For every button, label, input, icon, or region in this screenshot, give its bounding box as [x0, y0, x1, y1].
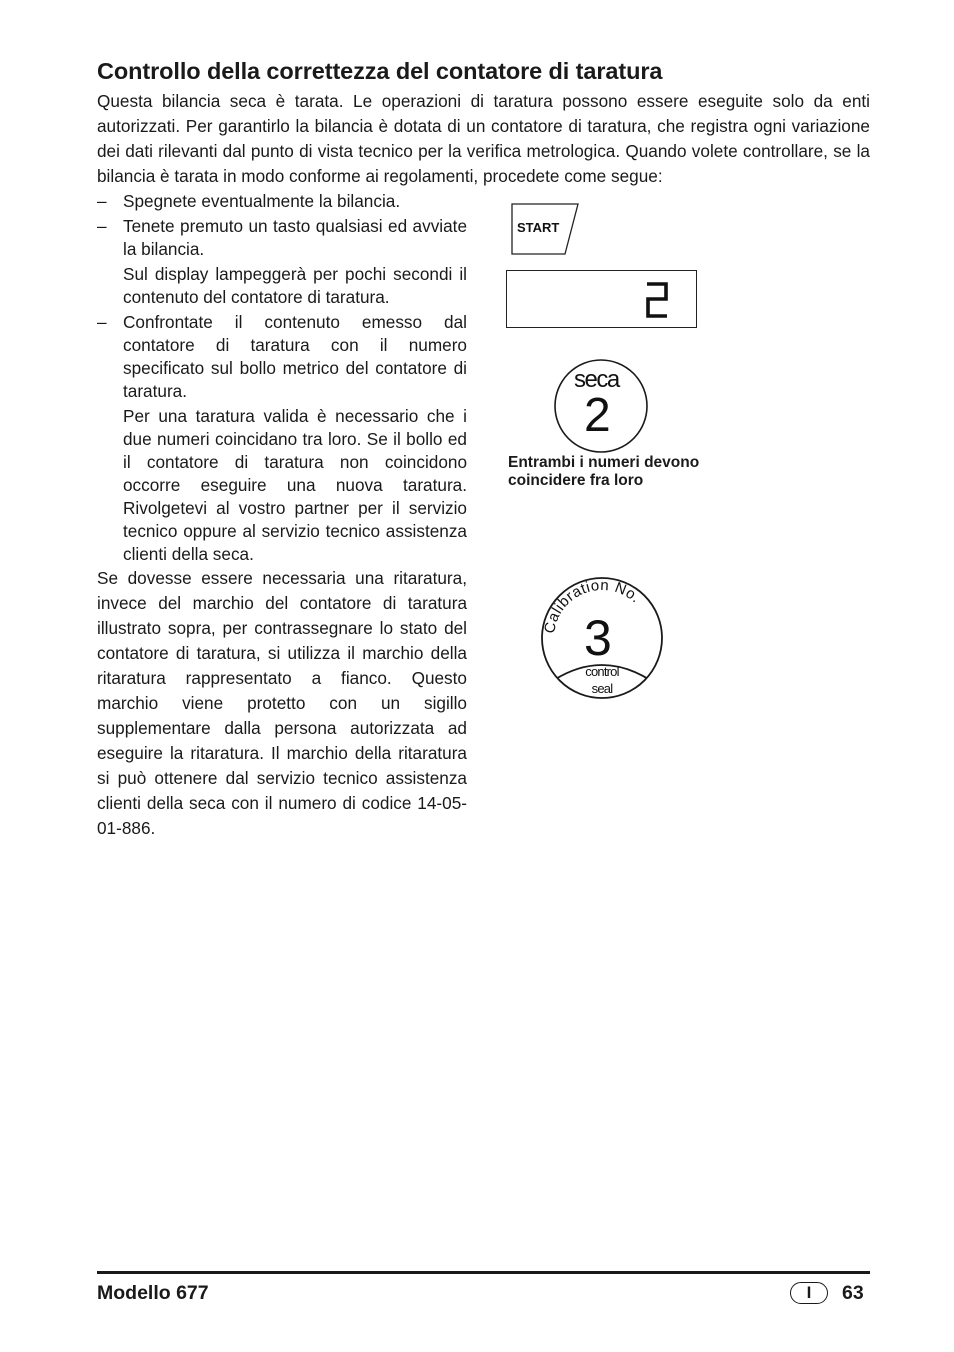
step-3-text: Confrontate il contenuto emesso dal contatore di taratura con il numero specificato sul bollo metrico del contatore di taratura. — [123, 312, 467, 401]
seca-seal-brand: seca — [574, 366, 619, 393]
intro-paragraph: Questa bilancia seca è tarata. Le operazioni di taratura possono essere eseguite solo da enti autorizzati. Per garantirlo la bilancia è dotata di un contatore di taratura, che registra ogni variazione dei dati rilevanti dal punto di vista tecnico per la verifica metrologica. Quando volete controllare, se la bilancia è tarata in modo conforme ai regolamenti, procedete come segue: — [97, 91, 870, 186]
start-key-illustration — [510, 203, 582, 255]
calibration-arc-text: Calibration No. — [541, 576, 645, 635]
step-3 — [97, 311, 467, 403]
footer-model: Modello 677 — [97, 1282, 209, 1304]
figure-caption — [508, 454, 768, 490]
seca-seal-number: 2 — [584, 389, 611, 442]
recalibration-seal — [540, 576, 666, 702]
display-digit — [644, 281, 670, 319]
instructions-column — [97, 190, 467, 841]
step-3-note: Per una taratura valida è necessario che i due numeri coincidano tra loro. Se il bollo ed il contatore di taratura non coincidono occorre eseguire una nuova taratura. Rivolgetevi al vostro partner per il servizio tecnico oppure al servizio tecnico assistenza clienti della seca. — [123, 406, 467, 564]
footer-rule — [97, 1271, 870, 1274]
language-badge: I — [790, 1282, 828, 1304]
page-number: 63 — [842, 1282, 864, 1304]
caption-line-2: coincidere fra loro — [508, 472, 644, 489]
step-2-note: Sul display lampeggerà per pochi secondi il contenuto del contatore di taratura. — [123, 264, 467, 307]
step-dash: – — [97, 312, 107, 332]
control-seal-line-2: seal — [591, 681, 613, 696]
step-2-text: Tenete premuto un tasto qualsiasi ed avviate la bilancia. — [123, 216, 467, 259]
step-dash: – — [97, 216, 107, 236]
step-2 — [97, 215, 467, 261]
calibration-seal-number: 3 — [584, 610, 612, 666]
scale-display — [506, 270, 697, 328]
start-key-label: START — [517, 220, 560, 235]
seca-metrology-seal — [552, 358, 652, 454]
recalibration-paragraph: Se dovesse essere necessaria una ritaratura, invece del marchio del contatore di taratura illustrato sopra, per contrassegnare lo stato del contatore di taratura, si utilizza il marchio della ritaratura rappresentato a fianco. Questo marchio viene protetto con un sigillo supplementare dalla persona autorizzata ad eseguire la ritaratura. Il marchio della ritaratura si può ottenere dal servizio tecnico assistenza clienti della seca con il numero di codice 14-05-01-886. — [97, 568, 467, 838]
control-seal-line-1: control — [585, 664, 619, 679]
step-1 — [97, 190, 467, 213]
caption-line-1: Entrambi i numeri devono — [508, 454, 700, 471]
step-dash: – — [97, 191, 107, 211]
page-title: Controllo della correttezza del contatore di taratura — [97, 58, 663, 84]
step-1-text: Spegnete eventualmente la bilancia. — [123, 191, 401, 211]
